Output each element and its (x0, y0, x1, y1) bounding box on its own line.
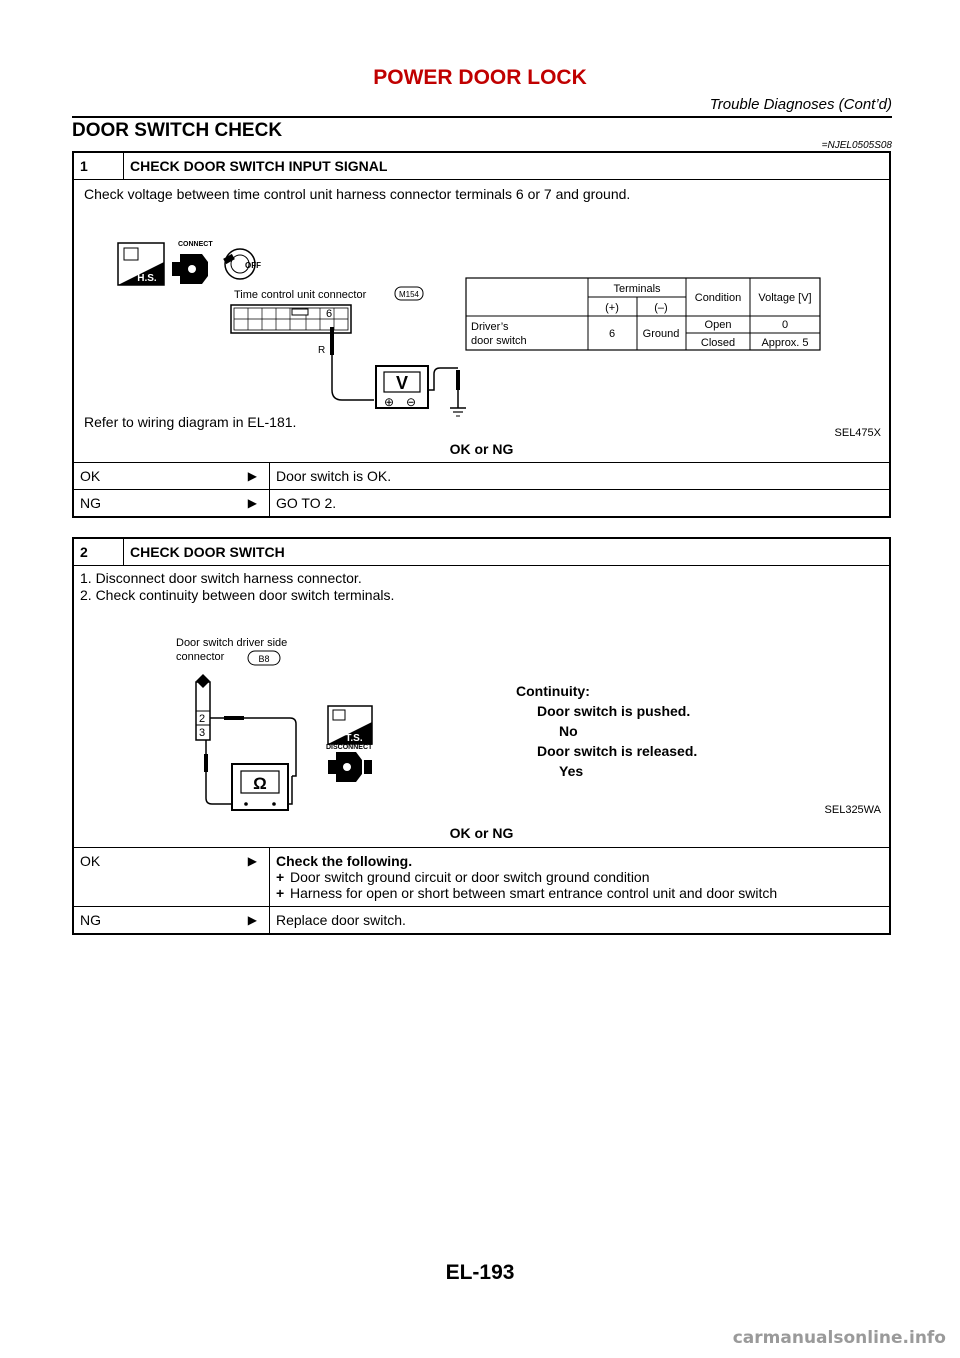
off-label: OFF (245, 261, 261, 270)
table-plus-val: 6 (608, 328, 616, 340)
table-volt-open: 0 (781, 319, 789, 331)
hs-badge-label: H.S. (137, 273, 157, 284)
arrow-right-icon: ▶ (247, 469, 257, 483)
step-number: 2 (74, 539, 124, 565)
pushed-result: No (559, 723, 578, 739)
table-item-line1: Driver’s (471, 321, 509, 333)
list-item-text: Door switch ground circuit or door switch ground condition (290, 869, 650, 885)
wire-color-label: R (318, 345, 326, 356)
continuity-heading: Continuity: (516, 683, 590, 699)
page-header-subtitle: Trouble Diagnoses (Cont’d) (709, 96, 892, 113)
pushed-condition: Door switch is pushed. (537, 703, 691, 719)
step-2-header (74, 539, 889, 566)
step-2-line-1: 1. Disconnect door switch harness connector. (80, 570, 362, 586)
step-1-box (72, 151, 891, 518)
table-h-plus: (+) (605, 302, 619, 314)
table-h-condition: Condition (694, 292, 742, 304)
list-item-text: Harness for open or short between smart entrance control unit and door switch (290, 885, 778, 901)
table-item-line2: door switch (471, 335, 527, 347)
connector-id: M154 (398, 290, 420, 299)
result-action (270, 848, 889, 906)
list-item (276, 885, 889, 901)
figure-code: SEL325WA (824, 804, 881, 816)
terminal-6-label: 6 (326, 308, 333, 320)
step-2-line-2: 2. Check continuity between door switch terminals. (80, 587, 395, 603)
ts-badge-label: T.S. (345, 733, 363, 744)
result-row-ok (74, 848, 889, 907)
ohmmeter-icon (232, 764, 288, 810)
released-result: Yes (559, 763, 584, 779)
check-following-heading: Check the following. (276, 853, 413, 869)
hs-badge-icon (118, 243, 164, 285)
connect-label: CONNECT (178, 241, 213, 248)
header-rule (72, 116, 892, 118)
released-condition: Door switch is released. (537, 743, 698, 759)
table-minus-val: Ground (642, 328, 680, 340)
result-action: Replace door switch. (276, 912, 406, 928)
ok-or-ng-label: OK or NG (449, 825, 514, 841)
ok-or-ng-label: OK or NG (449, 441, 514, 457)
result-label: NG (80, 495, 101, 511)
watermark: carmanualsonline.info (732, 1328, 946, 1348)
terminal-3-label: 3 (199, 727, 206, 739)
step-title: CHECK DOOR SWITCH INPUT SIGNAL (130, 158, 388, 174)
page-header-title: POWER DOOR LOCK (373, 66, 587, 89)
section-ref-code: =NJEL0505S08 (821, 140, 892, 151)
connector-unplug-icon (328, 752, 372, 782)
connector-plug-icon (172, 254, 208, 284)
bullet-mark: + (276, 869, 285, 885)
step-2-box (72, 537, 891, 935)
table-h-minus: (–) (654, 302, 668, 314)
result-action: Door switch is OK. (276, 468, 392, 484)
connector-label: Time control unit connector (234, 289, 367, 301)
table-cond-open: Open (704, 319, 732, 331)
step-1-instruction: Check voltage between time control unit harness connector terminals 6 or 7 and ground. (84, 186, 631, 202)
arrow-right-icon: ▶ (247, 496, 257, 510)
table-h-voltage: Voltage [V] (758, 292, 812, 304)
table-cond-closed: Closed (700, 337, 736, 349)
result-row-ok (74, 463, 889, 490)
result-label: OK (80, 853, 101, 869)
table-h-terminals: Terminals (613, 283, 661, 295)
ignition-off-icon (223, 249, 261, 279)
voltmeter-icon (376, 366, 428, 409)
ground-icon (450, 408, 466, 416)
bullet-mark: + (276, 885, 285, 901)
meter-minus: ⊖ (406, 395, 417, 409)
step-2-body (74, 566, 889, 848)
refer-text: Refer to wiring diagram in EL-181. (84, 414, 297, 430)
result-row-ng (74, 490, 889, 516)
table-volt-closed: Approx. 5 (761, 337, 809, 349)
result-label: NG (80, 912, 101, 928)
step-number: 1 (74, 153, 124, 179)
ts-badge-icon (328, 706, 372, 744)
meter-plus: ⊕ (384, 395, 395, 409)
meter-v-label: V (395, 373, 409, 393)
step-1-header (74, 153, 889, 180)
step-1-figure (74, 210, 889, 420)
list-item (276, 869, 889, 885)
meter-ohm-label: Ω (253, 774, 267, 793)
step-1-body (74, 180, 889, 463)
terminal-2-label: 2 (199, 713, 206, 725)
door-connector-label-2: connector (176, 651, 225, 663)
door-connector-label-1: Door switch driver side (176, 637, 288, 649)
figure-code: SEL475X (834, 427, 881, 439)
result-row-ng (74, 907, 889, 933)
door-connector-id: B8 (258, 654, 270, 664)
result-label: OK (80, 468, 101, 484)
disconnect-label: DISCONNECT (326, 744, 373, 751)
step-title: CHECK DOOR SWITCH (130, 544, 285, 560)
step-2-figure (74, 616, 889, 811)
result-action: GO TO 2. (276, 495, 337, 511)
section-title: DOOR SWITCH CHECK (72, 120, 283, 141)
arrow-right-icon: ▶ (247, 854, 257, 868)
arrow-right-icon: ▶ (247, 913, 257, 927)
page-number: EL-193 (445, 1261, 515, 1284)
